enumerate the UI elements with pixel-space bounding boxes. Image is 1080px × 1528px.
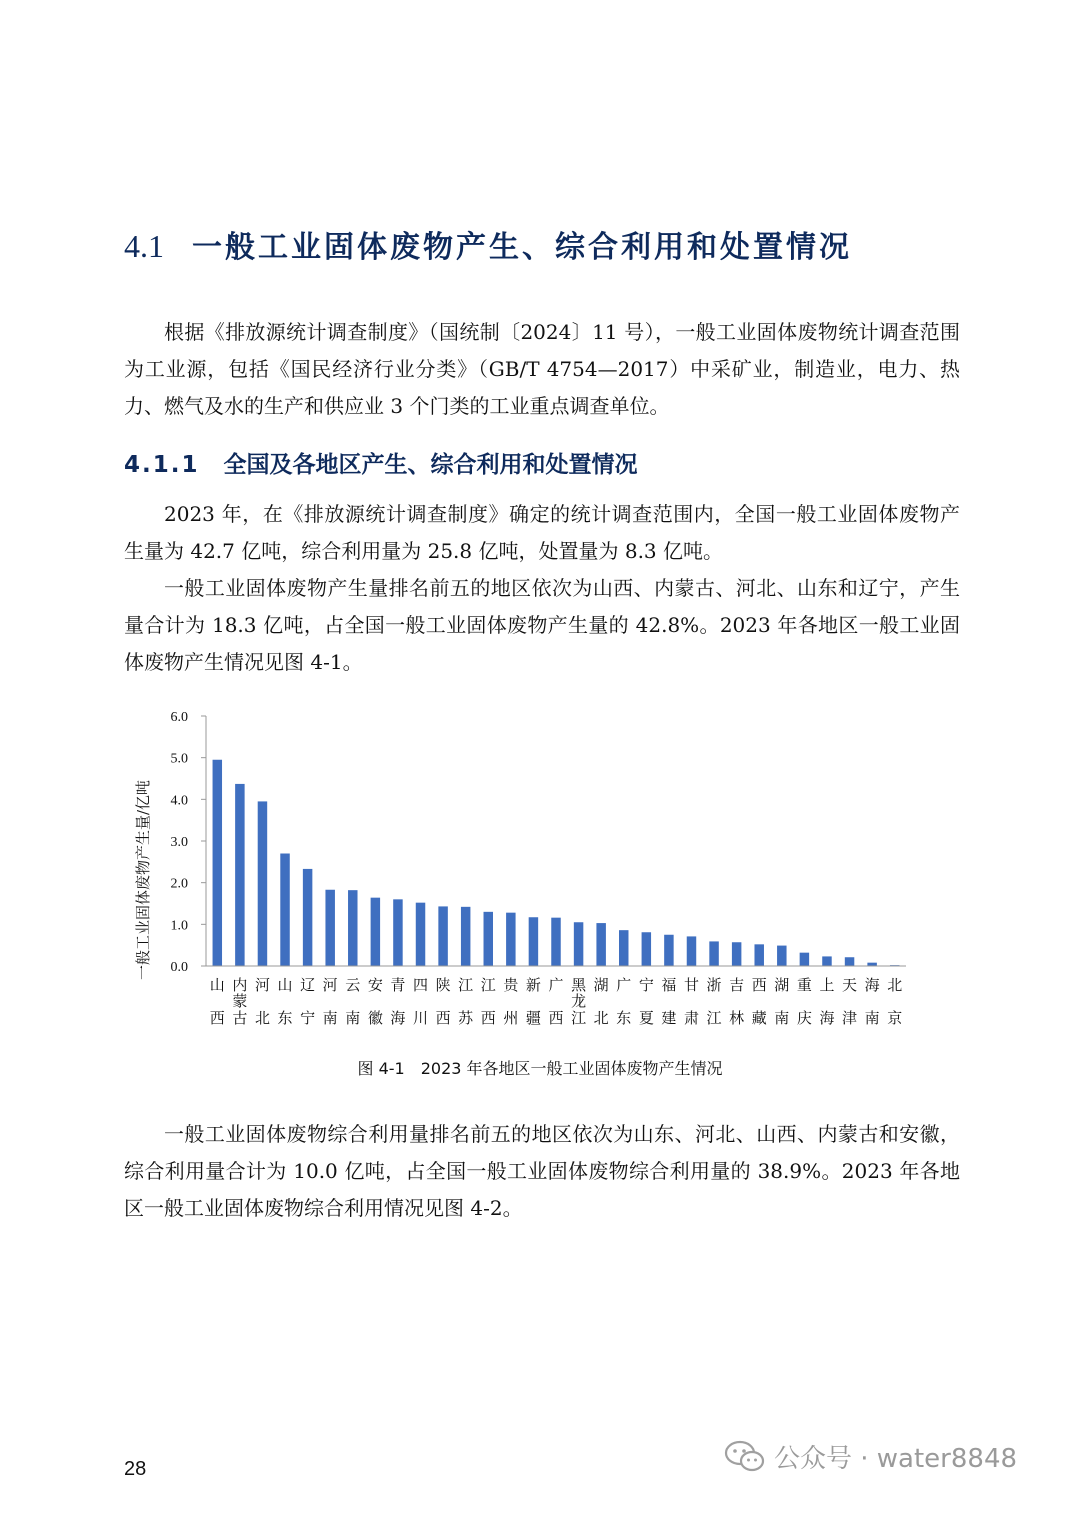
bar-1 <box>235 784 244 966</box>
page-number: 28 <box>124 1458 147 1480</box>
x-tick-label: 福建 <box>661 976 677 1027</box>
x-tick-label: 云南 <box>345 976 361 1027</box>
y-axis-label: 一般工业固体废物产生量/亿吨 <box>134 779 152 981</box>
bar-13 <box>506 913 515 966</box>
x-tick-label: 河南 <box>322 976 338 1027</box>
y-tick-label: 1.0 <box>170 918 188 934</box>
x-tick-label: 四川 <box>413 976 429 1027</box>
bar-8 <box>393 899 402 966</box>
bar-12 <box>484 912 493 966</box>
figure-caption: 图 4-1 2023 年各地区一般工业固体废物产生情况 <box>357 1059 723 1078</box>
paragraph-top-five-utilization: 一般工业固体废物综合利用量排名前五的地区依次为山东、河北、山西、内蒙古和安徽，综合利用量合计为 10.0 亿吨，占全国一般工业固体废物综合利用量的 38.9%。2023 年各地区一般工业固体废物综合利用情况见图 4-2。 <box>124 1122 960 1220</box>
x-tick-label: 广西 <box>548 976 564 1027</box>
x-tick-label: 山西 <box>209 976 225 1027</box>
paragraph-top-five-production: 一般工业固体废物产生量排名前五的地区依次为山西、内蒙古、河北、山东和辽宁，产生量合计为 18.3 亿吨，占全国一般工业固体废物产生量的 42.8%。2023 年各地区一般工业固体废物产生情况见图 4-1。 <box>124 576 960 674</box>
intro-paragraph: 根据《排放源统计调查制度》（国统制〔2024〕11 号），一般工业固体废物统计调查范围为工业源，包括《国民经济行业分类》（GB/T 4754—2017）中采矿业，制造业，电力、热力、燃气及水的生产和供应业 3 个门类的工业重点调查单位。 <box>124 320 960 418</box>
x-tick-label: 海南 <box>864 976 880 1027</box>
x-tick-label: 安徽 <box>367 976 383 1027</box>
bar-24 <box>754 944 763 966</box>
bar-14 <box>529 917 538 966</box>
x-tick-label: 青海 <box>390 976 406 1027</box>
section-title <box>124 222 984 266</box>
x-tick-label: 吉林 <box>729 976 745 1027</box>
y-tick-label: 0.0 <box>170 960 188 975</box>
x-tick-label: 江西 <box>480 976 496 1027</box>
section-number: 4.1 <box>124 228 164 264</box>
x-tick-label: 甘肃 <box>683 976 699 1027</box>
y-tick-label: 5.0 <box>170 751 188 767</box>
bar-27 <box>822 956 831 966</box>
x-tick-label: 广东 <box>616 976 632 1027</box>
y-tick-label: 2.0 <box>170 876 188 892</box>
bar-19 <box>642 932 651 966</box>
x-tick-label: 黑龙江 <box>571 976 587 1027</box>
bar-10 <box>438 906 447 966</box>
x-tick-label: 北京 <box>887 976 903 1027</box>
bar-25 <box>777 946 786 966</box>
bar-26 <box>800 953 809 966</box>
x-tick-label: 山东 <box>277 976 293 1027</box>
x-tick-label: 天津 <box>842 976 858 1027</box>
bar-6 <box>348 890 357 966</box>
wechat-icon <box>724 1439 766 1475</box>
x-tick-label: 重庆 <box>796 976 812 1027</box>
bar-3 <box>280 854 289 967</box>
x-tick-label: 陕西 <box>435 976 451 1027</box>
x-tick-label: 贵州 <box>503 976 519 1027</box>
bar-11 <box>461 907 470 966</box>
bar-21 <box>687 936 696 966</box>
bar-20 <box>664 935 673 966</box>
x-tick-label: 内蒙古 <box>232 976 248 1027</box>
subsection-heading: 全国及各地区产生、综合利用和处置情况 <box>223 452 638 478</box>
x-tick-label: 新疆 <box>525 976 541 1027</box>
bar-chart <box>120 700 920 1040</box>
bar-22 <box>709 941 718 966</box>
x-tick-label: 上海 <box>819 976 835 1027</box>
bar-0 <box>213 760 222 966</box>
bar-28 <box>845 957 854 966</box>
y-tick-label: 4.0 <box>170 793 188 809</box>
bar-15 <box>551 918 560 966</box>
x-tick-label: 西藏 <box>751 976 767 1027</box>
section-heading: 一般工业固体废物产生、综合利用和处置情况 <box>192 230 852 265</box>
paragraph-totals: 2023 年，在《排放源统计调查制度》确定的统计调查范围内，全国一般工业固体废物产生量为 42.7 亿吨，综合利用量为 25.8 亿吨，处置量为 8.3 亿吨。 <box>124 502 960 563</box>
bar-23 <box>732 942 741 966</box>
x-tick-label: 宁夏 <box>638 976 654 1027</box>
y-tick-label: 3.0 <box>170 835 188 850</box>
x-tick-label: 湖北 <box>593 976 609 1027</box>
subsection-number: 4.1.1 <box>124 452 200 478</box>
bar-17 <box>596 923 605 966</box>
x-tick-label: 浙江 <box>706 976 722 1027</box>
x-tick-label: 湖南 <box>774 976 790 1027</box>
bar-7 <box>371 898 380 966</box>
watermark-text: 公众号 · water8848 <box>774 1444 1018 1474</box>
bar-16 <box>574 922 583 966</box>
bar-2 <box>258 801 267 966</box>
x-tick-label: 江苏 <box>458 976 474 1027</box>
y-tick-label: 6.0 <box>170 710 188 725</box>
bar-9 <box>416 903 425 966</box>
x-tick-label: 辽宁 <box>300 976 316 1027</box>
subsection-title <box>124 446 638 479</box>
bar-5 <box>325 890 334 966</box>
bar-4 <box>303 869 312 966</box>
bar-18 <box>619 930 628 966</box>
watermark <box>724 1438 1017 1475</box>
x-tick-label: 河北 <box>254 976 270 1027</box>
